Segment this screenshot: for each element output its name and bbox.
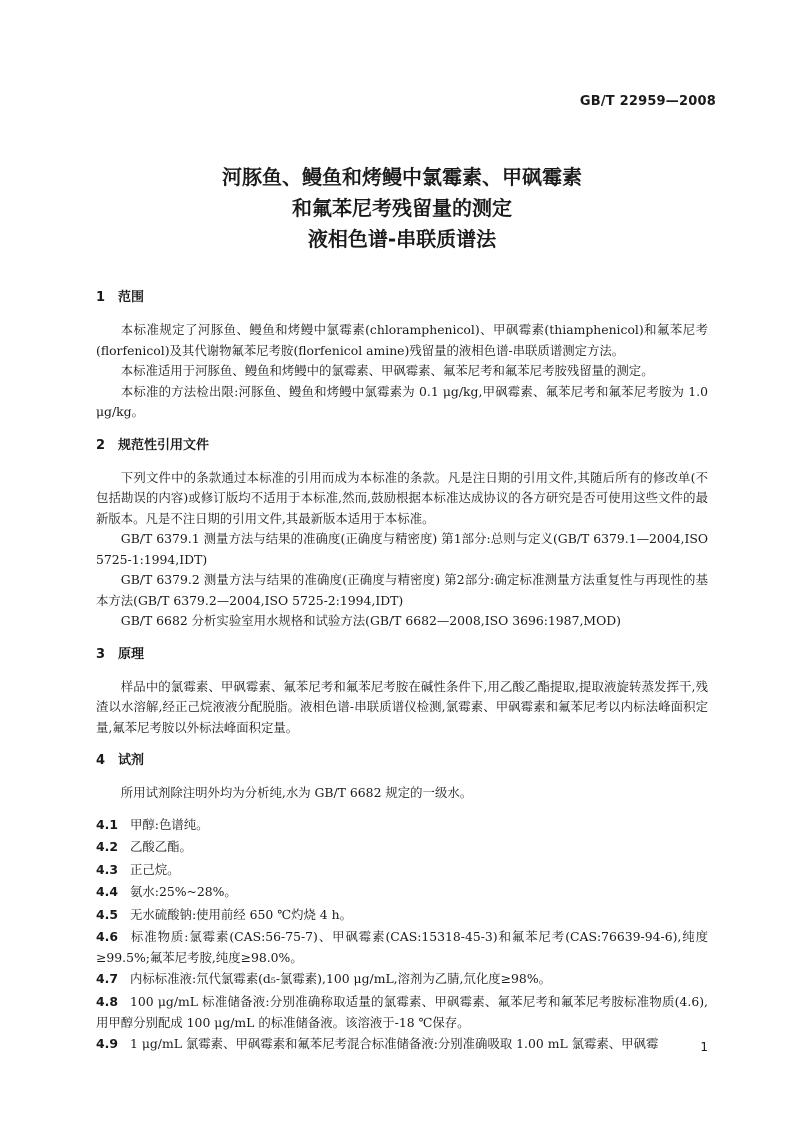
section-title: 范围 xyxy=(118,290,145,305)
page-number: 1 xyxy=(700,1040,708,1054)
section-number: 3 xyxy=(96,646,106,662)
reference-item: GB/T 6682 分析实验室用水规格和试验方法(GB/T 6682—2008,ISO 3696:1987,MOD) xyxy=(120,613,622,628)
item-number: 4.6 xyxy=(96,929,118,944)
list-item xyxy=(96,968,708,991)
item-text: 氨水:25%~28%。 xyxy=(130,884,237,899)
item-number: 4.8 xyxy=(96,993,118,1009)
item-number: 4.2 xyxy=(96,839,118,854)
item-number: 4.9 xyxy=(96,1035,118,1051)
section-heading-normative xyxy=(96,436,708,456)
item-text: 无水硫酸钠:使用前经 650 ℃灼烧 4 h。 xyxy=(130,906,352,922)
standard-code: GB/T 22959—2008 xyxy=(579,94,716,109)
paragraph: 本标准规定了河豚鱼、鳗鱼和烤鳗中氯霉素(chloramphenicol)、甲砜霉素(thiamphenicol)和氟苯尼考(florfenicol)及其代谢物氟苯尼考胺(florfenicol amine)残留量的液相色谱-串联质谱测定方法。 xyxy=(96,322,708,358)
section-heading-principle xyxy=(96,645,708,665)
list-item xyxy=(96,991,708,1033)
paragraph: 本标准的方法检出限:河豚鱼、鳗鱼和烤鳗中氯霉素为 0.1 μg/kg,甲砜霉素、氟苯尼考和氟苯尼考胺为 1.0 μg/kg。 xyxy=(96,383,708,419)
document-title xyxy=(0,162,804,255)
title-line-1: 河豚鱼、鳗鱼和烤鳗中氯霉素、甲砜霉素 xyxy=(222,165,582,189)
item-number: 4.5 xyxy=(96,906,118,922)
paragraph: 本标准适用于河豚鱼、鳗鱼和烤鳗中的氯霉素、甲砜霉素、氟苯尼考和氟苯尼考胺残留量的测定。 xyxy=(120,363,654,378)
item-text: 100 μg/mL 标准储备液:分别准确称取适量的氯霉素、甲砜霉素、氟苯尼考和氟苯尼考胺标准物质(4.6),用甲醇分别配成 100 μg/mL 的标准储备液。该溶液于-18 ℃保存。 xyxy=(96,993,708,1030)
item-text: 1 μg/mL 氯霉素、甲砜霉素和氟苯尼考混合标准储备液:分别准确吸取 1.00 mL 氯霉素、甲砜霉 xyxy=(130,1035,659,1051)
section-heading-scope xyxy=(96,288,708,308)
title-line-3: 液相色谱-串联质谱法 xyxy=(307,227,497,251)
section-title: 规范性引用文件 xyxy=(118,437,210,453)
section-number: 1 xyxy=(96,290,106,305)
item-number: 4.1 xyxy=(96,816,118,832)
item-number: 4.4 xyxy=(96,884,118,899)
item-number: 4.3 xyxy=(96,861,118,877)
list-item xyxy=(96,926,708,968)
document-body xyxy=(96,288,708,1055)
paragraph: 下列文件中的条款通过本标准的引用而成为本标准的条款。凡是注日期的引用文件,其随后所有的修改单(不包括勘误的内容)或修订版均不适用于本标准,然而,鼓励根据本标准达成协议的各方研究是否可使用这些文件的最新版本。凡是不注日期的引用文件,其最新版本适用于本标准。 xyxy=(96,469,708,526)
paragraph: 样品中的氯霉素、甲砜霉素、氟苯尼考和氟苯尼考胺在碱性条件下,用乙酸乙酯提取,提取液旋转蒸发挥干,残渣以水溶解,经正己烷液液分配脱脂。液相色谱-串联质谱仪检测,氯霉素、甲砜霉素和氟苯尼考以内标法峰面积定量,氟苯尼考胺以外标法峰面积定量。 xyxy=(96,678,708,735)
list-item xyxy=(96,814,708,837)
list-item xyxy=(96,881,708,904)
list-item xyxy=(96,904,708,927)
title-line-2: 和氟苯尼考残留量的测定 xyxy=(292,196,512,220)
section-title: 原理 xyxy=(118,646,145,662)
list-item xyxy=(96,859,708,882)
list-item xyxy=(96,1033,708,1056)
reference-item: GB/T 6379.1 测量方法与结果的准确度(正确度与精密度) 第1部分:总则与定义(GB/T 6379.1—2004,ISO 5725-1:1994,IDT) xyxy=(96,531,708,567)
item-number: 4.7 xyxy=(96,971,118,986)
section-title: 试剂 xyxy=(118,753,145,768)
paragraph: 所用试剂除注明外均为分析纯,水为 GB/T 6682 规定的一级水。 xyxy=(120,785,473,800)
item-text: 甲醇:色谱纯。 xyxy=(130,816,209,832)
section-number: 4 xyxy=(96,753,106,768)
reference-item: GB/T 6379.2 测量方法与结果的准确度(正确度与精密度) 第2部分:确定标准测量方法重复性与再现性的基本方法(GB/T 6379.2—2004,ISO 5725-2:1994,IDT) xyxy=(96,572,708,608)
item-text: 内标标准液:氘代氯霉素(d₅-氯霉素),100 μg/mL,溶剂为乙腈,氘化度≥98%。 xyxy=(130,971,551,986)
section-number: 2 xyxy=(96,437,106,453)
section-heading-reagents xyxy=(96,751,708,771)
list-item xyxy=(96,836,708,859)
item-text: 乙酸乙酯。 xyxy=(130,839,192,854)
item-text: 标准物质:氯霉素(CAS:56-75-7)、甲砜霉素(CAS:15318-45-3)和氟苯尼考(CAS:76639-94-6),纯度≥99.5%;氟苯尼考胺,纯度≥98.0%。 xyxy=(96,929,708,965)
item-text: 正己烷。 xyxy=(130,861,180,877)
